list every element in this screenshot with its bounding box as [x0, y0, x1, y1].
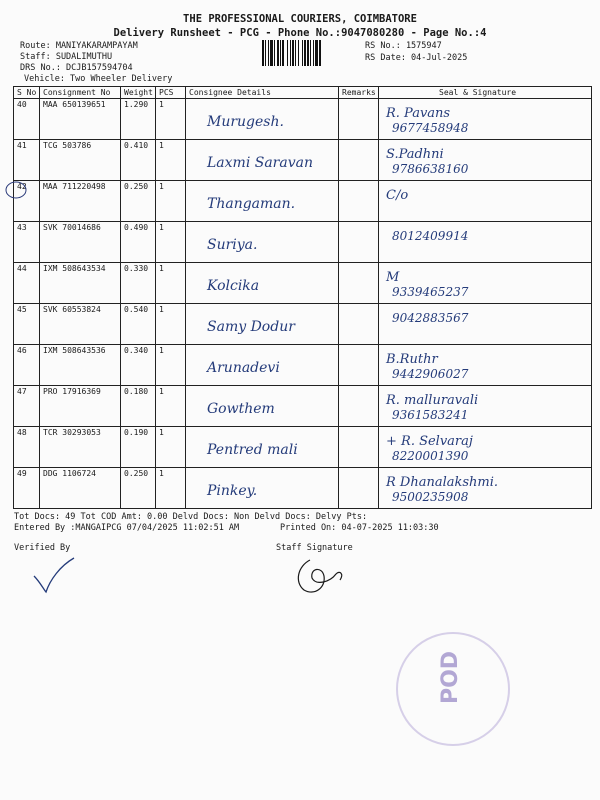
- cell-weight: 0.190: [121, 427, 156, 468]
- cell-consignee: [186, 427, 339, 468]
- table-row: [14, 181, 592, 222]
- drs-number: DRS No.: DCJB157594704: [20, 63, 133, 73]
- cell-seal: [379, 263, 592, 304]
- col-remarks: Remarks: [339, 87, 379, 99]
- phone-handwriting: 9042883567: [392, 311, 469, 325]
- cell-pcs: 1: [156, 263, 186, 304]
- cell-pcs: 1: [156, 468, 186, 509]
- cell-remarks: [339, 345, 379, 386]
- staff-signature-label: Staff Signature: [276, 543, 353, 553]
- table-row: [14, 222, 592, 263]
- cell-sno: 43: [14, 222, 40, 263]
- barcode-bar: [310, 40, 311, 66]
- cell-sno: 44: [14, 263, 40, 304]
- barcode-bar: [270, 40, 273, 66]
- cell-consignee: [186, 99, 339, 140]
- cell-seal: [379, 99, 592, 140]
- seal-signature-handwriting: R Dhanalakshmi.: [386, 475, 499, 490]
- cell-sno: 42: [14, 181, 40, 222]
- consignee-handwriting: Samy Dodur: [207, 319, 295, 335]
- seal-signature-handwriting: B.Ruthr: [386, 352, 438, 367]
- seal-signature-handwriting: M: [386, 270, 400, 285]
- verified-signature-icon: [30, 556, 80, 596]
- barcode-bar: [282, 40, 284, 66]
- cell-weight: 0.180: [121, 386, 156, 427]
- phone-handwriting: 8012409914: [392, 229, 469, 243]
- cell-consignment: PRO 17916369: [40, 386, 121, 427]
- seal-signature-handwriting: + R. Selvaraj: [386, 434, 473, 449]
- company-title: THE PROFESSIONAL COURIERS, COIMBATORE: [183, 13, 417, 25]
- seal-signature-handwriting: S.Padhni: [386, 147, 444, 162]
- table-row: [14, 345, 592, 386]
- runsheet-subtitle: Delivery Runsheet - PCG - Phone No.:9047080280 - Page No.:4: [113, 27, 487, 39]
- runsheet-table: [13, 86, 592, 509]
- barcode-bar: [302, 40, 303, 66]
- phone-handwriting: 9339465237: [392, 285, 469, 299]
- barcode-bar: [304, 40, 306, 66]
- table-row: [14, 99, 592, 140]
- cell-consignee: [186, 304, 339, 345]
- col-pcs: PCS: [156, 87, 186, 99]
- cell-pcs: 1: [156, 99, 186, 140]
- consignee-handwriting: Laxmi Saravan: [207, 155, 313, 171]
- cell-weight: 0.490: [121, 222, 156, 263]
- consignee-handwriting: Kolcika: [207, 278, 260, 294]
- col-weight: Weight: [121, 87, 156, 99]
- cell-consignment: DDG 1106724: [40, 468, 121, 509]
- seal-signature-handwriting: R. malluravali: [386, 393, 479, 408]
- cell-consignee: [186, 468, 339, 509]
- cell-seal: [379, 181, 592, 222]
- cell-consignee: [186, 222, 339, 263]
- consignee-handwriting: Pinkey.: [207, 483, 258, 499]
- cell-remarks: [339, 386, 379, 427]
- cell-weight: 1.290: [121, 99, 156, 140]
- cell-pcs: 1: [156, 345, 186, 386]
- pod-stamp-text: POD: [438, 650, 464, 705]
- barcode-bar: [274, 40, 275, 66]
- cell-consignee: [186, 140, 339, 181]
- table-row: [14, 263, 592, 304]
- staff-label: Staff: SUDALIMUTHU: [20, 52, 113, 62]
- phone-handwriting: 9361583241: [392, 408, 469, 422]
- consignee-handwriting: Suriya.: [207, 237, 258, 253]
- table-row: [14, 140, 592, 181]
- cell-sno: 41: [14, 140, 40, 181]
- cell-seal: [379, 222, 592, 263]
- table-row: [14, 304, 592, 345]
- route-label: Route: MANIYAKARAMPAYAM: [20, 41, 138, 51]
- entered-by: Entered By :MANGAIPCG 07/04/2025 11:02:51 AM: [14, 523, 240, 533]
- barcode-bar: [262, 40, 264, 66]
- cell-sno: 49: [14, 468, 40, 509]
- cell-weight: 0.340: [121, 345, 156, 386]
- barcode-bar: [315, 40, 318, 66]
- cell-consignment: MAA 711220498: [40, 181, 121, 222]
- cell-consignment: TCG 503786: [40, 140, 121, 181]
- cell-remarks: [339, 181, 379, 222]
- phone-handwriting: 9786638160: [392, 162, 469, 176]
- cell-remarks: [339, 99, 379, 140]
- cell-remarks: [339, 427, 379, 468]
- phone-handwriting: 9677458948: [392, 121, 469, 135]
- barcode-bar: [290, 40, 291, 66]
- barcode-bar: [265, 40, 266, 66]
- consignee-handwriting: Thangaman.: [207, 196, 296, 212]
- barcode-bar: [307, 40, 309, 66]
- cell-remarks: [339, 140, 379, 181]
- cell-consignee: [186, 181, 339, 222]
- cell-consignment: MAA 650139651: [40, 99, 121, 140]
- verified-by-label: Verified By: [14, 543, 71, 553]
- phone-handwriting: 9500235908: [392, 490, 469, 504]
- cell-pcs: 1: [156, 140, 186, 181]
- cell-weight: 0.330: [121, 263, 156, 304]
- barcode-bar: [280, 40, 281, 66]
- barcode-bar: [268, 40, 269, 66]
- consignee-handwriting: Pentred mali: [207, 442, 298, 458]
- staff-signature-icon: [290, 552, 350, 600]
- cell-sno: 46: [14, 345, 40, 386]
- seal-signature-handwriting: C/o: [386, 188, 409, 203]
- cell-consignment: TCR 30293053: [40, 427, 121, 468]
- printed-on: Printed On: 04-07-2025 11:03:30: [280, 523, 439, 533]
- cell-sno: 40: [14, 99, 40, 140]
- circle-mark-icon: [4, 180, 28, 200]
- cell-consignee: [186, 345, 339, 386]
- col-sno: S No: [14, 87, 40, 99]
- phone-handwriting: 9442906027: [392, 367, 469, 381]
- cell-consignee: [186, 386, 339, 427]
- cell-weight: 0.250: [121, 181, 156, 222]
- table-row: [14, 386, 592, 427]
- cell-seal: [379, 386, 592, 427]
- cell-weight: 0.410: [121, 140, 156, 181]
- cell-sno: 48: [14, 427, 40, 468]
- cell-pcs: 1: [156, 304, 186, 345]
- cell-pcs: 1: [156, 427, 186, 468]
- cell-pcs: 1: [156, 222, 186, 263]
- rs-date: RS Date: 04-Jul-2025: [365, 53, 468, 63]
- table-header-row: [14, 87, 592, 99]
- consignee-handwriting: Arunadevi: [207, 360, 280, 376]
- totals-line: Tot Docs: 49 Tot COD Amt: 0.00 Delvd Docs: Non Delvd Docs: Delvy Pts:: [14, 512, 368, 522]
- cell-consignment: SVK 70014686: [40, 222, 121, 263]
- cell-consignment: IXM 508643534: [40, 263, 121, 304]
- barcode-bar: [319, 40, 321, 66]
- vehicle-label: Vehicle: Two Wheeler Delivery: [24, 74, 173, 84]
- cell-weight: 0.540: [121, 304, 156, 345]
- cell-remarks: [339, 304, 379, 345]
- barcode-bar: [292, 40, 294, 66]
- col-seal-signature: Seal & Signature: [379, 87, 592, 99]
- barcode-bar: [295, 40, 296, 66]
- cell-seal: [379, 345, 592, 386]
- col-consignee: Consignee Details: [186, 87, 339, 99]
- cell-consignment: SVK 60553824: [40, 304, 121, 345]
- table-row: [14, 427, 592, 468]
- cell-weight: 0.250: [121, 468, 156, 509]
- cell-sno: 45: [14, 304, 40, 345]
- phone-handwriting: 8220001390: [392, 449, 469, 463]
- cell-seal: [379, 304, 592, 345]
- cell-sno: 47: [14, 386, 40, 427]
- barcode-bar: [298, 40, 299, 66]
- cell-seal: [379, 427, 592, 468]
- cell-seal: [379, 468, 592, 509]
- cell-seal: [379, 140, 592, 181]
- barcode-bar: [313, 40, 314, 66]
- barcode-bar: [287, 40, 288, 66]
- cell-remarks: [339, 222, 379, 263]
- barcode-icon: [262, 40, 352, 66]
- cell-pcs: 1: [156, 181, 186, 222]
- rs-number: RS No.: 1575947: [365, 41, 442, 51]
- cell-consignee: [186, 263, 339, 304]
- cell-remarks: [339, 468, 379, 509]
- cell-pcs: 1: [156, 386, 186, 427]
- cell-remarks: [339, 263, 379, 304]
- col-consignment: Consignment No: [40, 87, 121, 99]
- consignee-handwriting: Murugesh.: [207, 114, 284, 130]
- seal-signature-handwriting: R. Pavans: [386, 106, 451, 121]
- table-row: [14, 468, 592, 509]
- barcode-bar: [277, 40, 279, 66]
- cell-consignment: IXM 508643536: [40, 345, 121, 386]
- consignee-handwriting: Gowthem: [207, 401, 275, 417]
